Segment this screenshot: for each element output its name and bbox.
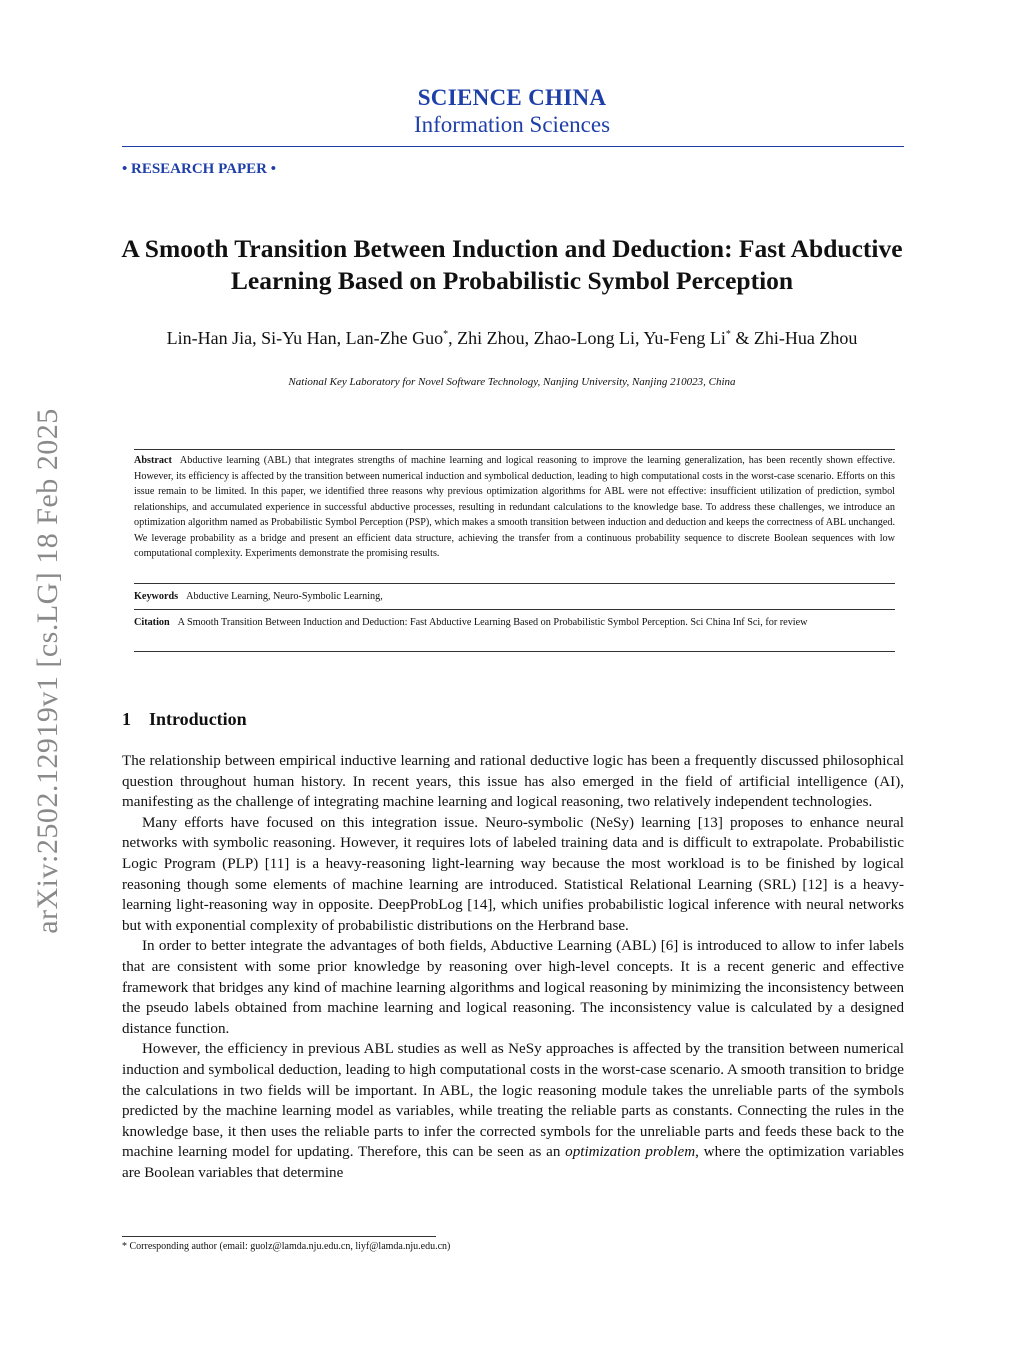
paper-title: A Smooth Transition Between Induction and Deduction: Fast Abductive Learning Based on Probabilistic Symbol Perception	[121, 234, 903, 295]
abstract-top-rule	[134, 449, 895, 450]
authors-part-1: Lin-Han Jia, Si-Yu Han, Lan-Zhe Guo	[166, 328, 444, 348]
journal-name: SCIENCE CHINA	[417, 85, 607, 110]
keywords-rule	[134, 609, 895, 610]
abstract-label: Abstract	[134, 455, 172, 466]
body-text	[122, 751, 904, 1183]
paper-type: • RESEARCH PAPER •	[122, 161, 276, 177]
paragraph-1: The relationship between empirical inductive learning and rational deductive logic has been a frequently discussed philosophical question throughout human history. In recent years, this issue has also emerged in the field of artificial intelligence (AI), manifesting as the challenge of integrating machine learning and logical reasoning, two relatively independent technologies.	[122, 753, 904, 811]
footnote: * Corresponding author (email: guolz@lamda.nju.edu.cn, liyf@lamda.nju.edu.cn)	[122, 1241, 451, 1252]
abstract-bottom-rule	[134, 583, 895, 584]
paragraph-3: In order to better integrate the advantages of both fields, Abductive Learning (ABL) [6] is introduced to allow to infer labels that are consistent with some prior knowledge by reasoning over high-level concepts. It is a recent generic and effective framework that bridges any kind of machine learning algorithms and logical reasoning by minimizing the inconsistency between the pseudo labels obtained from machine learning and logical reasoning. The inconsistency value is calculated by a designed distance function.	[122, 938, 904, 1037]
section-heading	[122, 709, 247, 730]
journal-subtitle: Information Sciences	[413, 112, 611, 137]
author-list	[100, 328, 924, 349]
paragraph-4-text-a: However, the efficiency in previous ABL studies as well as NeSy approaches is affected by the transition between numerical induction and symbolical deduction, leading to high computational costs in the worst-case scenario. A smooth transition to bridge the calculations in two fields will be important. In ABL, the logic reasoning module takes the unreliable parts of the symbols predicted by the machine learning model as variables, while treating the reliable parts as constants. Connecting the rules in the knowledge base, it then uses the reliable parts to infer the corrected symbols for the unreliable parts and feeds these back to the machine learning model for updating. Therefore, this can be seen as an	[122, 1041, 904, 1161]
keywords-label: Keywords	[134, 591, 179, 602]
keywords-text: Abductive Learning, Neuro-Symbolic Learning,	[186, 591, 383, 602]
corresponding-mark-1: *	[443, 329, 449, 340]
arxiv-stamp: arXiv:2502.12919v1 [cs.LG] 18 Feb 2025	[31, 408, 64, 934]
paragraph-4	[122, 1039, 904, 1183]
footnote-rule	[122, 1236, 436, 1237]
abstract	[134, 453, 895, 562]
paragraph-4-emphasis: optimization problem	[565, 1144, 696, 1161]
keywords	[134, 589, 895, 604]
corresponding-mark-2: *	[725, 329, 731, 340]
authors-part-2: , Zhi Zhou, Zhao-Long Li, Yu-Feng Li	[448, 328, 726, 348]
paragraph-4-text-b: , where the optimization variables are Boolean variables that determine	[122, 1144, 905, 1181]
header-rule	[122, 146, 904, 147]
citation-rule	[134, 651, 895, 652]
paragraph-2: Many efforts have focused on this integration issue. Neuro-symbolic (NeSy) learning [13] proposes to enhance neural networks with symbolic reasoning. However, it requires lots of labeled training data and is difficult to extrapolate. Probabilistic Logic Program (PLP) [11] is a heavy-reasoning light-learning way because the most workload is to be finished by logical reasoning though some elements of machine learning are introduced. Statistical Relational Learning (SRL) [12] is a heavy-learning light-reasoning way in opposite. DeepProbLog [14], which unifies probabilistic logical inference with neural networks but with exponential complexity of probabilistic distributions on the Herbrand base.	[122, 814, 904, 934]
citation-label: Citation	[134, 617, 170, 628]
section-title: Introduction	[149, 709, 247, 729]
citation	[134, 615, 895, 631]
affiliation: National Key Laboratory for Novel Software Technology, Nanjing University, Nanjing 210023, China	[288, 376, 736, 388]
citation-text: A Smooth Transition Between Induction and Deduction: Fast Abductive Learning Based on Probabilistic Symbol Perception. Sci China Inf Sci, for review	[177, 617, 808, 628]
abstract-text: Abductive learning (ABL) that integrates strengths of machine learning and logical reasoning to improve the learning generalization, has been recently shown effective. However, its efficiency is affected by the transition between numerical induction and symbolical deduction, leading to high computational costs in the worst-case scenario. Efforts on this issue remain to be limited. In this paper, we identified three reasons why previous optimization algorithms for ABL were not effective: insufficient utilization of prediction, symbol relationships, and accumulated experience in successful abductive processes, resulting in redundant calculations to the knowledge base. To address these challenges, we introduce an optimization algorithm named as Probabilistic Symbol Perception (PSP), which makes a smooth transition between induction and deduction and keeps the correctness of ABL unchanged. We leverage probability as a bridge and present an efficient data structure, achieving the transfer from a continuous probability sequence to discrete Boolean sequences with low computational complexity. Experiments demonstrate the promising results.	[134, 455, 895, 559]
section-number: 1	[122, 709, 131, 729]
authors-part-3: & Zhi-Hua Zhou	[730, 328, 858, 348]
journal-header	[0, 84, 1024, 138]
